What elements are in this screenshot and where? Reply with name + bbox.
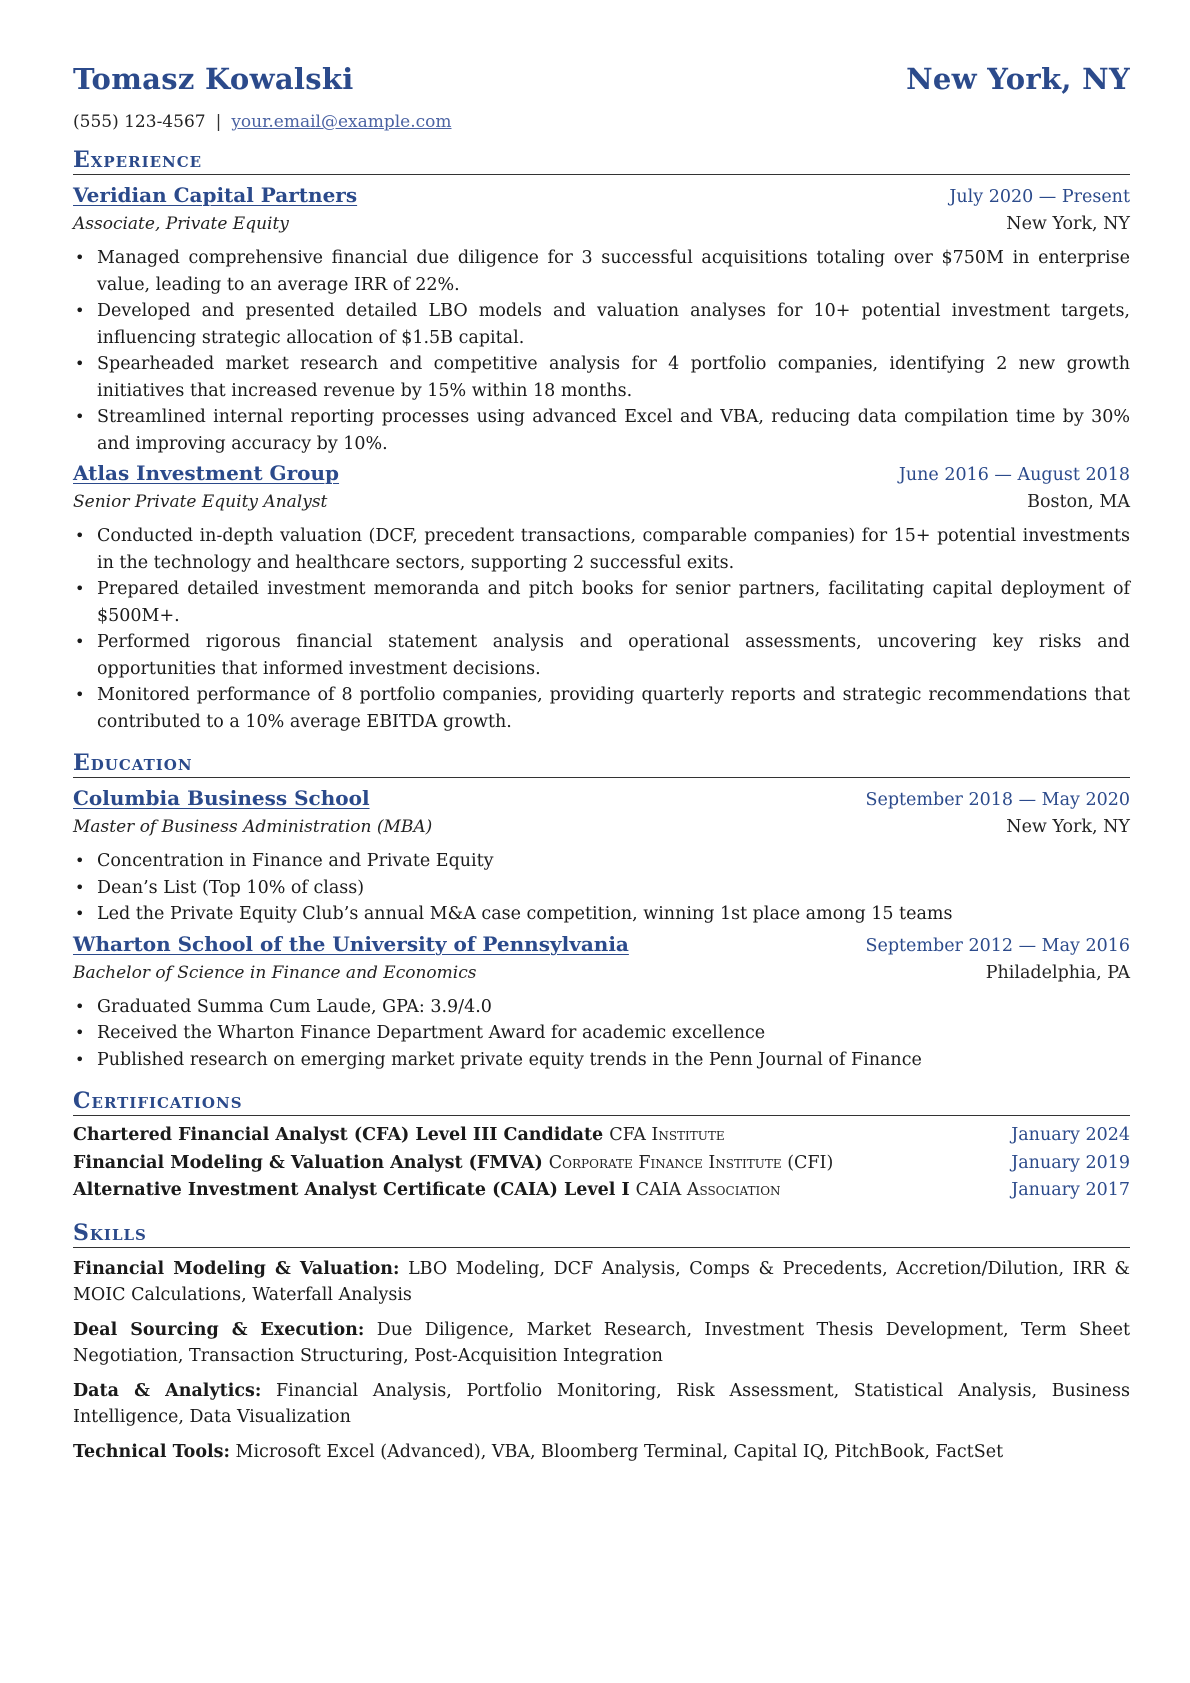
employment-dates: July 2020 — Present — [949, 187, 1130, 207]
experience-entry — [73, 181, 1130, 457]
certification-issuer: Corporate Finance Institute (CFI) — [548, 1152, 834, 1173]
certification-row — [73, 1177, 1130, 1205]
skill-items: Due Diligence, Market Research, Investment Thesis Development, Term Sheet Negotiation, Transaction Structuring, Post-Acquisition Integration — [73, 1319, 1131, 1366]
resume-header — [73, 62, 1130, 106]
certification-list — [73, 1122, 1130, 1205]
section-title-skills: Skills — [73, 1219, 1130, 1248]
achievement-item: • Performed rigorous financial statement analysis and operational assessments, uncovering key risks and opportunities that informed investment decisions. — [97, 629, 1130, 682]
highlight-item: • Concentration in Finance and Private Equity — [97, 848, 1130, 875]
education-highlights — [73, 994, 1130, 1074]
achievement-list — [73, 245, 1130, 457]
section-title-experience: Experience — [73, 146, 1130, 175]
achievement-item: • Prepared detailed investment memoranda and pitch books for senior partners, facilitating capital deployment of $500M+. — [97, 576, 1130, 629]
highlight-item: • Graduated Summa Cum Laude, GPA: 3.9/4.0 — [97, 994, 1130, 1021]
study-dates: September 2012 — May 2016 — [865, 935, 1130, 956]
achievement-item: • Managed comprehensive financial due diligence for 3 successful acquisitions totaling over $750M in enterprise value, leading to an average IRR of 22%. — [97, 245, 1130, 298]
experience-entry — [73, 459, 1130, 735]
contact-line — [73, 112, 1130, 132]
school-link[interactable]: Wharton School of the University of Pennsylvania — [73, 931, 629, 956]
highlight-item: • Dean’s List (Top 10% of class) — [97, 875, 1130, 902]
highlight-item: • Led the Private Equity Club’s annual M&A case competition, winning 1st place among 15 teams — [97, 901, 1130, 928]
certification-date: January 2017 — [1011, 1180, 1130, 1200]
section-title-education: Education — [73, 749, 1130, 778]
skill-items: Financial Analysis, Portfolio Monitoring, Risk Assessment, Statistical Analysis, Business Intelligence, Data Visualization — [73, 1380, 1130, 1427]
employment-dates: June 2016 — August 2018 — [898, 465, 1130, 485]
skills-list — [73, 1256, 1130, 1466]
skill-items: LBO Modeling, DCF Analysis, Comps & Precedents, Accretion/Dilution, IRR & MOIC Calculations, Waterfall Analysis — [73, 1258, 1130, 1305]
candidate-name: Tomasz Kowalski — [73, 62, 354, 96]
job-title: Senior Private Equity Analyst — [73, 492, 328, 512]
email-link[interactable]: your.email@example.com — [231, 112, 452, 132]
certification-name: Chartered Financial Analyst (CFA) Level III Candidate — [73, 1125, 604, 1145]
study-dates: September 2018 — May 2020 — [865, 790, 1130, 810]
employer-link[interactable]: Atlas Investment Group — [73, 461, 340, 485]
achievement-list — [73, 523, 1130, 735]
school-link[interactable]: Columbia Business School — [73, 786, 370, 810]
skill-group — [73, 1378, 1130, 1431]
job-location: New York, NY — [1006, 214, 1130, 234]
achievement-item: • Conducted in-depth valuation (DCF, precedent transactions, comparable companies) for 15+ potential investments in the technology and healthcare sectors, supporting 2 successful exits. — [97, 523, 1130, 576]
candidate-location: New York, NY — [906, 62, 1130, 96]
highlight-item: • Published research on emerging market private equity trends in the Penn Journal of Finance — [97, 1047, 1130, 1074]
education-highlights — [73, 848, 1130, 928]
certification-name: Alternative Investment Analyst Certificate (CAIA) Level I — [73, 1180, 630, 1200]
section-title-certifications: Certifications — [73, 1087, 1130, 1116]
skill-group — [73, 1317, 1130, 1370]
certification-issuer: CAIA Association — [635, 1180, 781, 1200]
school-location: Philadelphia, PA — [985, 962, 1130, 983]
school-location: New York, NY — [1006, 817, 1130, 837]
contact-separator: | — [215, 112, 222, 132]
skill-category: Financial Modeling & Valuation: — [73, 1258, 400, 1279]
certification-issuer: CFA Institute — [609, 1125, 725, 1145]
job-title: Associate, Private Equity — [73, 214, 289, 234]
skill-group — [73, 1256, 1130, 1309]
employer-link[interactable]: Veridian Capital Partners — [73, 183, 358, 207]
education-entry — [73, 784, 1130, 928]
achievement-item: • Streamlined internal reporting processes using advanced Excel and VBA, reducing data compilation time by 30% and improving accuracy by 10%. — [97, 404, 1130, 457]
degree: Master of Business Administration (MBA) — [73, 817, 433, 837]
skill-category: Data & Analytics: — [73, 1380, 262, 1401]
education-entry — [73, 930, 1130, 1074]
achievement-item: • Developed and presented detailed LBO models and valuation analyses for 10+ potential investment targets, influencing strategic allocation of $1.5B capital. — [97, 298, 1130, 351]
certification-row — [73, 1122, 1130, 1150]
certification-date: January 2019 — [1011, 1152, 1130, 1173]
certification-date: January 2024 — [1011, 1125, 1130, 1145]
skill-category: Technical Tools: — [73, 1441, 230, 1462]
highlight-item: • Received the Wharton Finance Department Award for academic excellence — [97, 1020, 1130, 1047]
skill-category: Deal Sourcing & Execution: — [73, 1319, 365, 1340]
achievement-item: • Spearheaded market research and competitive analysis for 4 portfolio companies, identifying 2 new growth initiatives that increased revenue by 15% within 18 months. — [97, 351, 1130, 404]
resume-content — [73, 62, 1130, 1465]
skill-items: Microsoft Excel (Advanced), VBA, Bloomberg Terminal, Capital IQ, PitchBook, FactSet — [235, 1441, 1004, 1462]
degree: Bachelor of Science in Finance and Economics — [73, 962, 477, 983]
certification-row — [73, 1150, 1130, 1178]
skill-group — [73, 1439, 1130, 1466]
achievement-item: • Monitored performance of 8 portfolio companies, providing quarterly reports and strategic recommendations that contributed to a 10% average EBITDA growth. — [97, 682, 1130, 735]
job-location: Boston, MA — [1027, 492, 1130, 512]
phone-number: (555) 123-4567 — [73, 112, 206, 132]
certification-name: Financial Modeling & Valuation Analyst (FMVA) — [73, 1152, 543, 1173]
